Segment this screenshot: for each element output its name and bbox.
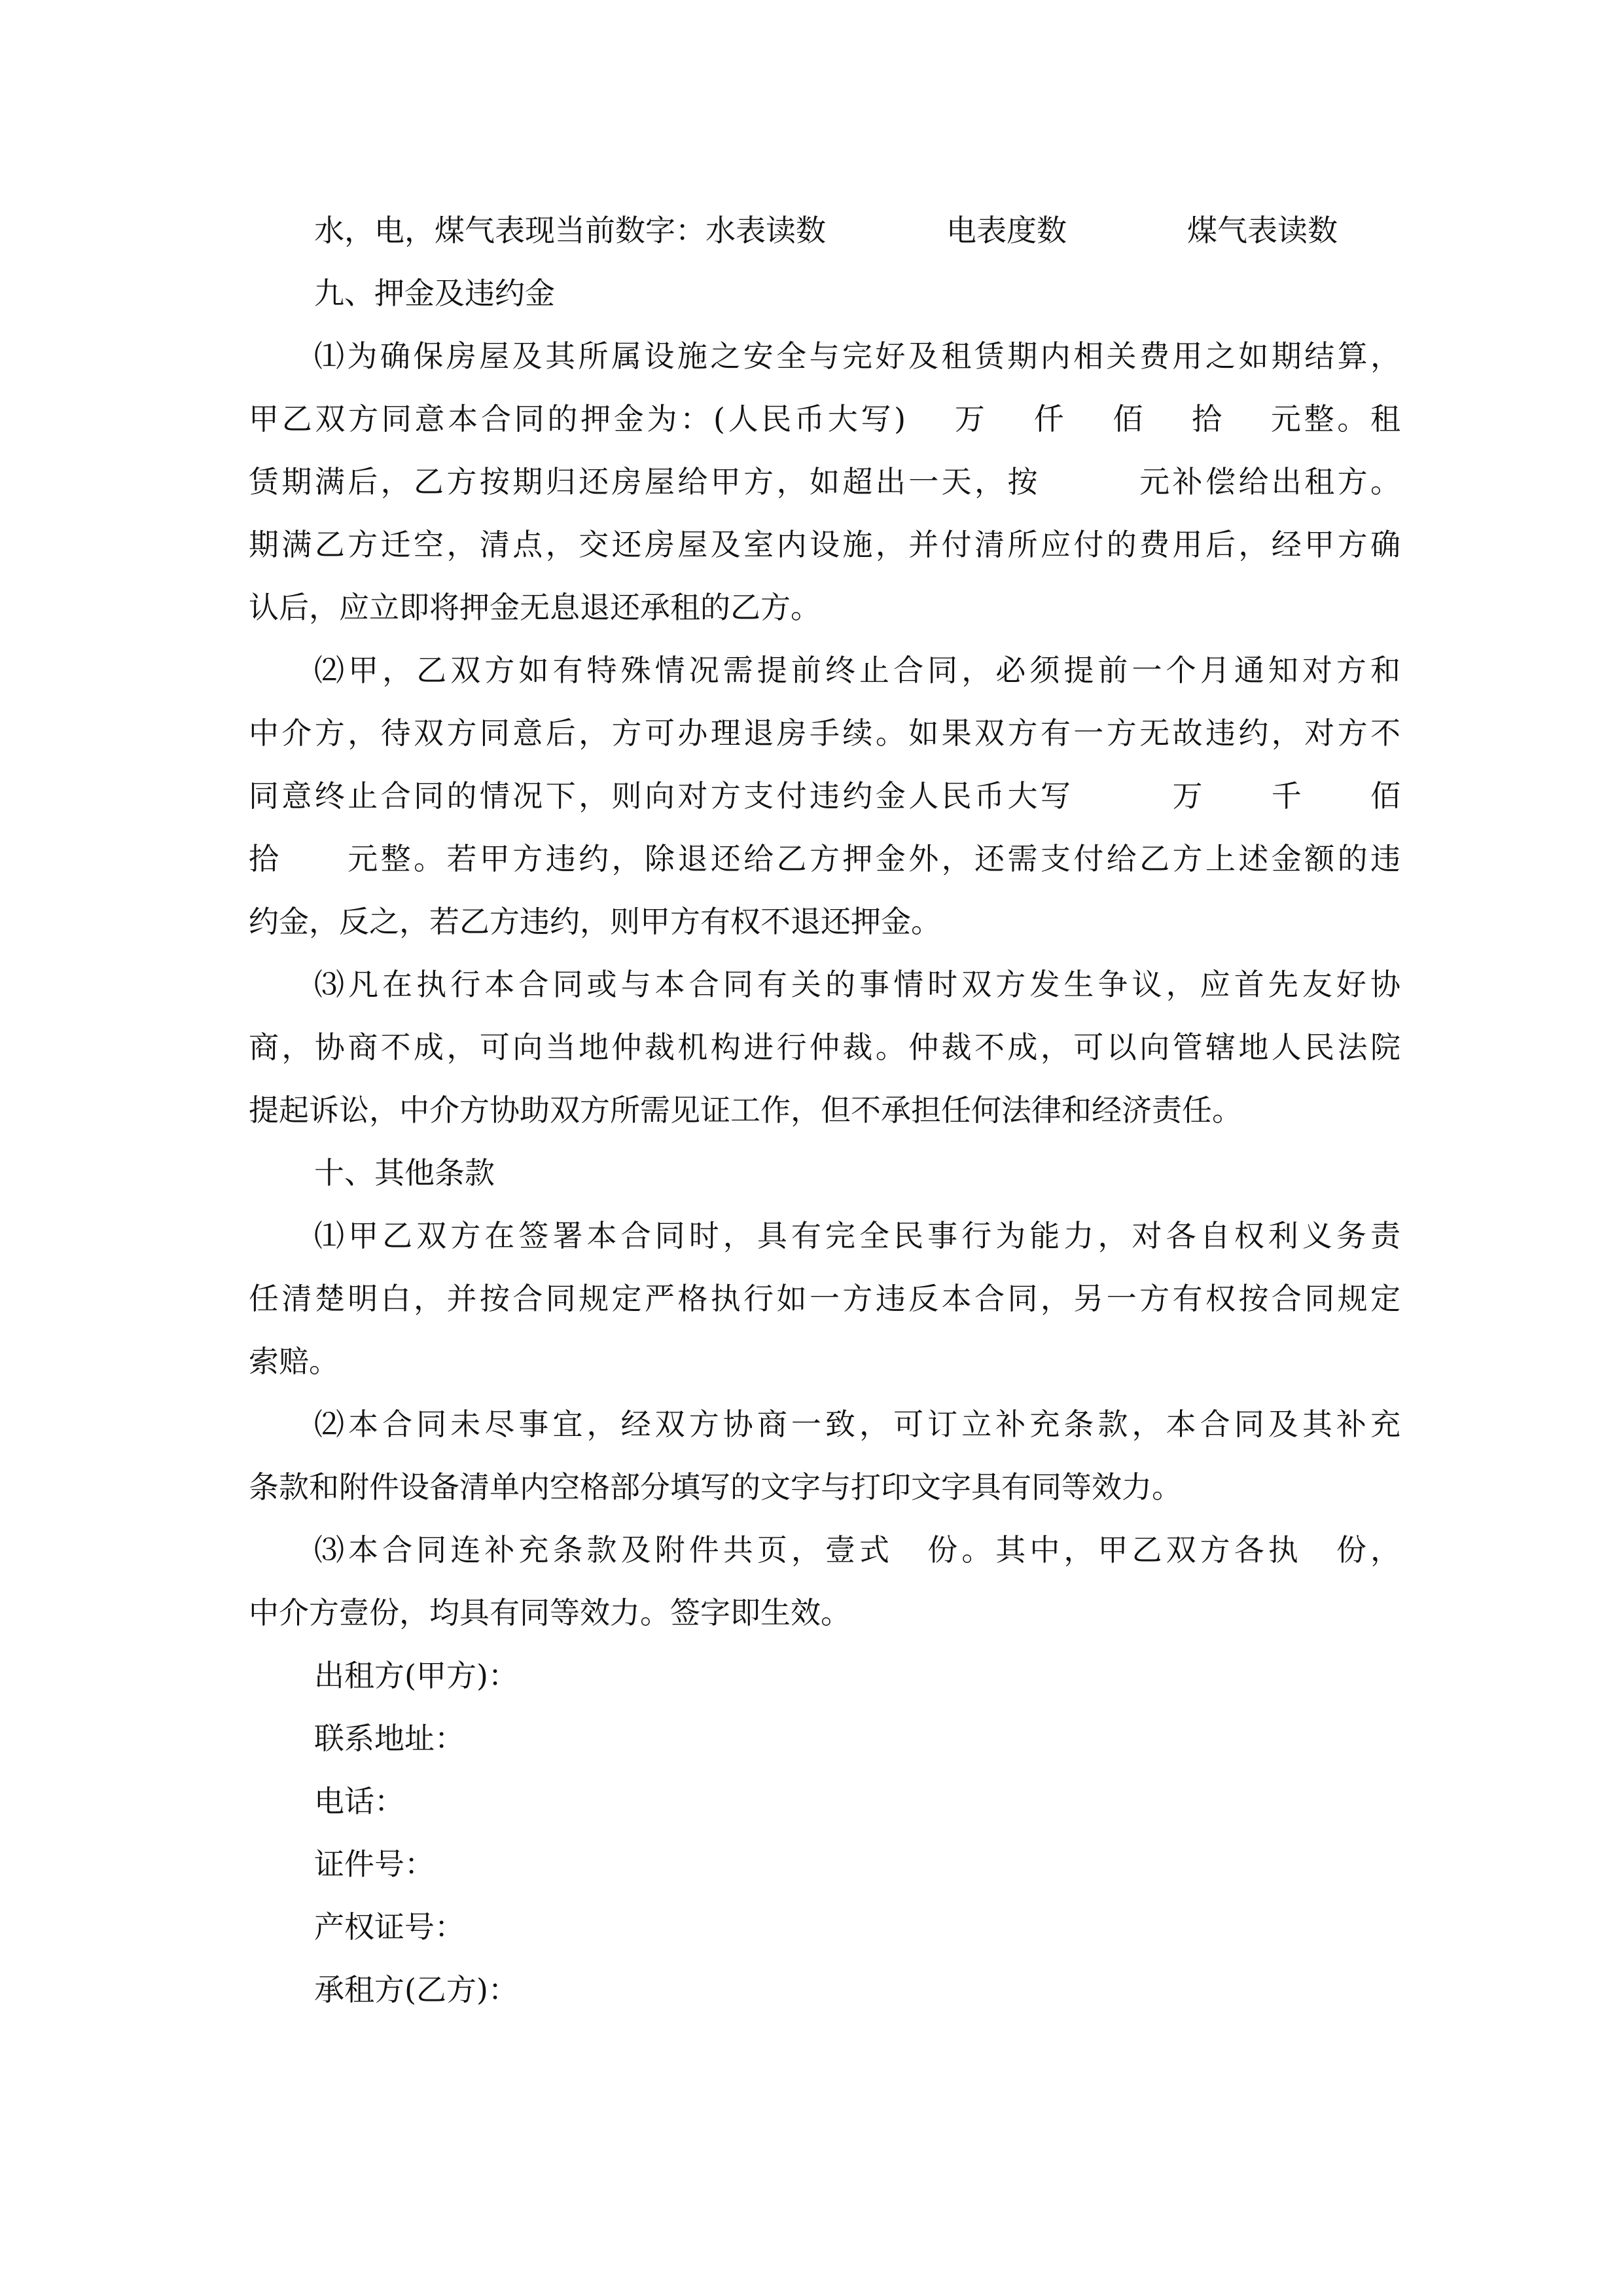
id-number-label: 证件号： <box>314 1846 435 1882</box>
section-9-heading: 九、押金及违约金 <box>314 276 555 311</box>
lessee-label: 承租方(乙方)： <box>314 1972 518 2007</box>
clause-9-1-line-5: 认后，应立即将押金无息退还承租的乙方。 <box>249 590 821 625</box>
clause-9-3-line-3: 提起诉讼，中介方协助双方所需见证工作，但不承担任何法律和经济责任。 <box>249 1092 1242 1128</box>
clause-10-1-line-3: 索赔。 <box>249 1344 339 1379</box>
clause-10-2-line-2: 条款和附件设备清单内空格部分填写的文字与打印文字具有同等效力。 <box>249 1469 1182 1505</box>
clause-9-1-line-4: 期满乙方迁空，清点，交还房屋及室内设施，并付清所应付的费用后，经甲方确 <box>249 527 1400 562</box>
clause-9-3-line-2: 商，协商不成，可向当地仲裁机构进行仲裁。仲裁不成，可以向管辖地人民法院 <box>249 1030 1400 1065</box>
clause-9-1-line-2: 甲乙双方同意本合同的押金为：(人民币大写) 万 仟 佰 拾 元整。租 <box>249 401 1400 437</box>
clause-10-1-line-2: 任清楚明白，并按合同规定严格执行如一方违反本合同，另一方有权按合同规定 <box>249 1281 1400 1316</box>
lessor-label: 出租方(甲方)： <box>314 1658 518 1693</box>
clause-9-2-line-3: 同意终止合同的情况下，则向对方支付违约金人民币大写 万 千 佰 <box>249 778 1400 814</box>
clause-10-3-line-2: 中介方壹份，均具有同等效力。签字即生效。 <box>249 1595 851 1630</box>
clause-9-2-line-5: 约金，反之，若乙方违约，则甲方有权不退还押金。 <box>249 904 941 939</box>
property-certificate-label: 产权证号： <box>314 1909 465 1945</box>
clause-9-1-line-1: ⑴为确保房屋及其所属设施之安全与完好及租赁期内相关费用之如期结算， <box>314 338 1400 374</box>
phone-label: 电话： <box>314 1784 404 1819</box>
contact-address-label: 联系地址： <box>314 1721 465 1756</box>
clause-10-3-line-1: ⑶本合同连补充条款及附件共页，壹式 份。其中，甲乙双方各执 份， <box>314 1532 1400 1568</box>
clause-10-1-line-1: ⑴甲乙双方在签署本合同时，具有完全民事行为能力，对各自权利义务责 <box>314 1218 1400 1253</box>
clause-9-3-line-1: ⑶凡在执行本合同或与本合同有关的事情时双方发生争议，应首先友好协 <box>314 967 1400 1002</box>
clause-9-1-line-3: 赁期满后，乙方按期归还房屋给甲方，如超出一天，按 元补偿给出租方。 <box>249 464 1400 499</box>
clause-9-2-line-2: 中介方，待双方同意后，方可办理退房手续。如果双方有一方无故违约，对方不 <box>249 715 1400 751</box>
clause-9-2-line-4: 拾 元整。若甲方违约，除退还给乙方押金外，还需支付给乙方上述金额的违 <box>249 841 1400 876</box>
section-10-heading: 十、其他条款 <box>314 1155 495 1191</box>
clause-9-2-line-1: ⑵甲，乙双方如有特殊情况需提前终止合同，必须提前一个月通知对方和 <box>314 653 1400 688</box>
meter-readings-line: 水，电，煤气表现当前数字：水表读数 电表度数 煤气表读数 <box>314 213 1338 248</box>
clause-10-2-line-1: ⑵本合同未尽事宜，经双方协商一致，可订立补充条款，本合同及其补充 <box>314 1407 1400 1442</box>
